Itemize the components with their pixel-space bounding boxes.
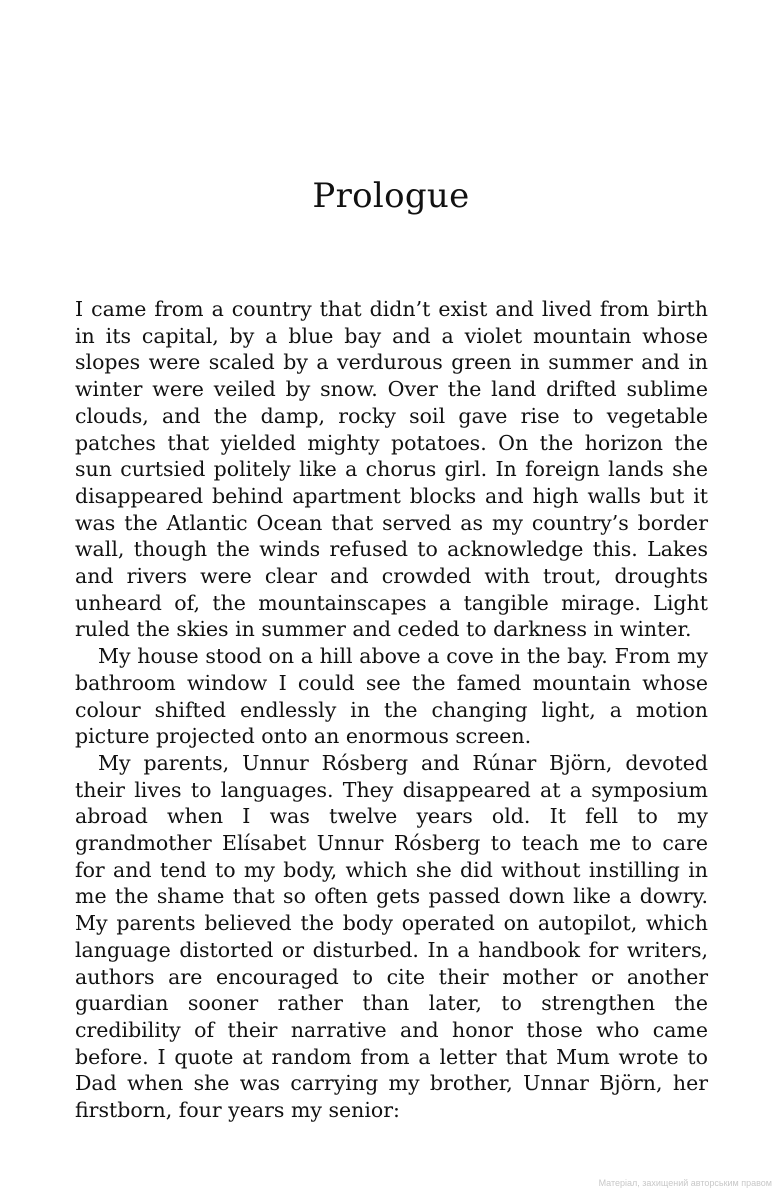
chapter-title: Prologue — [312, 176, 470, 216]
paragraph-1: I came from a country that didn’t exist and lived from birth in its capital, by a blue bay and a violet mountain whose slopes were scaled by a verdurous green in summer and in winter were veiled by snow. Over the land drifted sublime clouds, and the damp, rocky soil gave rise to vegetable patches that yielded mighty potatoes. On the horizon the sun curtsied politely like a chorus girl. In foreign lands she disappeared behind apartment blocks and high walls but it was the Atlantic Ocean that served as my country’s border wall, though the winds refused to acknowledge this. Lakes and rivers were clear and crowded with trout, droughts unheard of, the mountainscapes a tangible mirage. Light ruled the skies in summer and ceded to darkness in winter. — [75, 297, 708, 642]
copyright-watermark: Матеріал, захищений авторським правом — [598, 1178, 772, 1188]
paragraph-3: My parents, Unnur Rósberg and Rúnar Björn, devoted their lives to languages. They disappeared at a symposium abroad when I was twelve years old. It fell to my grandmother Elísabet Unnur Rósberg to teach me to care for and tend to my body, which she did without instilling in me the shame that so often gets passed down like a dowry. My parents believed the body operated on autopilot, which language distorted or disturbed. In a handbook for writers, authors are encouraged to cite their mother or another guardian sooner rather than later, to strengthen the credibility of their narrative and honor those who came before. I quote at random from a letter that Mum wrote to Dad when she was carrying my brother, Unnar Björn, her firstborn, four years my senior: — [75, 750, 708, 1123]
chapter-body — [75, 296, 708, 1124]
paragraph-2: My house stood on a hill above a cove in the bay. From my bathroom window I could see the famed mountain whose colour shifted endlessly in the changing light, a motion picture projected onto an enormous screen. — [75, 644, 708, 749]
